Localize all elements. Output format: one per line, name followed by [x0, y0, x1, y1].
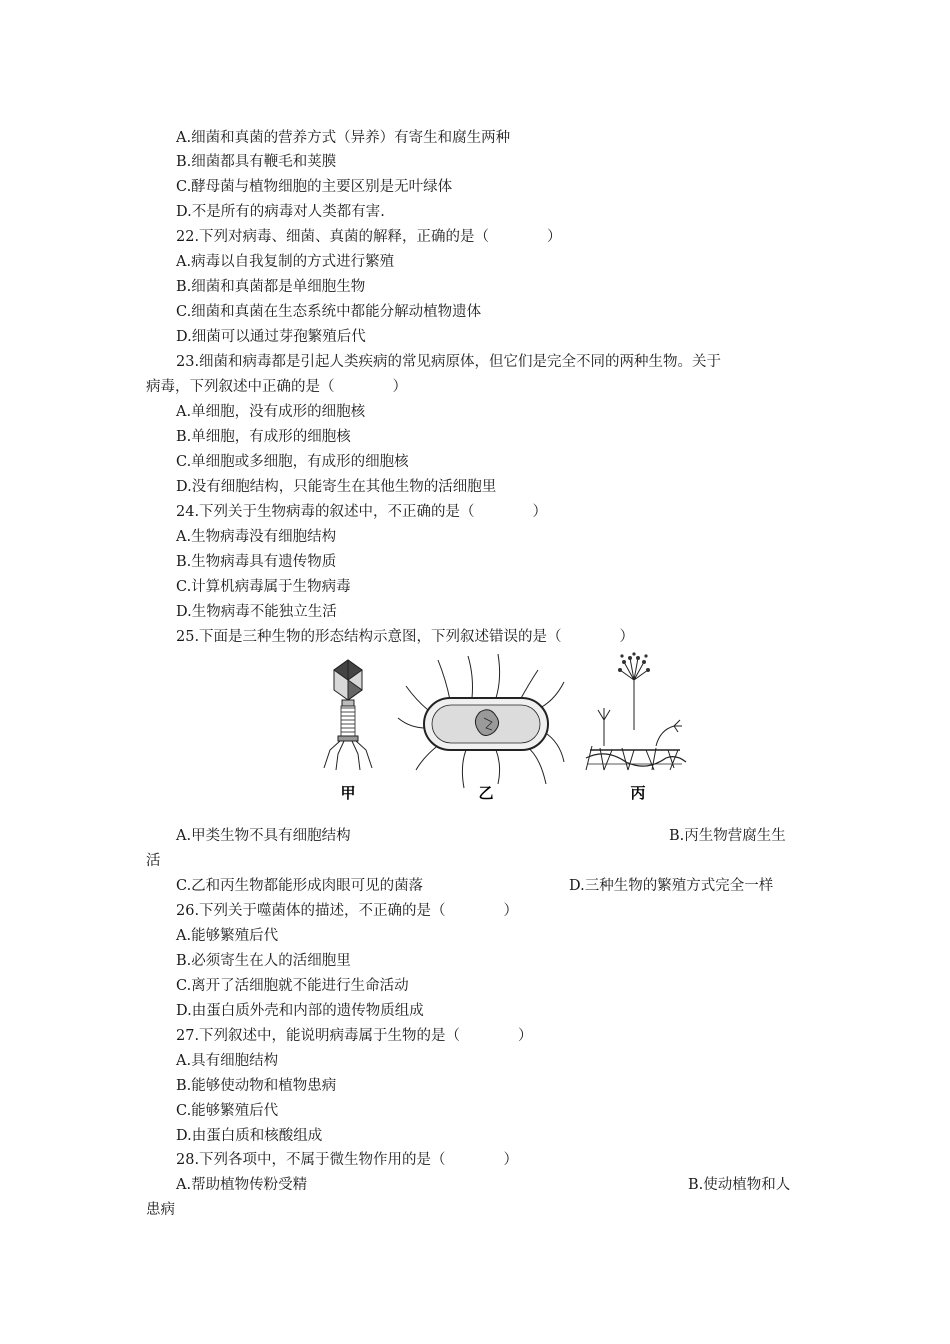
option-line: A.单细胞，没有成形的细胞核 — [176, 404, 366, 420]
figure-label-jia: 甲 — [340, 784, 356, 802]
option-line: B.能够使动物和植物患病 — [176, 1078, 337, 1094]
bacteriophage-drawing — [324, 660, 372, 770]
figure-label-yi: 乙 — [478, 784, 494, 802]
option-line: D.由蛋白质外壳和内部的遗传物质组成 — [176, 1003, 424, 1019]
option-line: C.计算机病毒属于生物病毒 — [176, 579, 351, 595]
option-line: A.细菌和真菌的营养方式（异养）有寄生和腐生两种 — [176, 130, 511, 146]
q25-option-c: C.乙和丙生物都能形成肉眼可见的菌落 — [176, 878, 424, 894]
option-line: D.由蛋白质和核酸组成 — [176, 1128, 323, 1144]
option-line: B.生物病毒具有遗传物质 — [176, 554, 337, 570]
q25-option-d: D.三种生物的繁殖方式完全一样 — [569, 878, 774, 894]
bacterium-drawing — [398, 654, 564, 788]
option-line: D.没有细胞结构，只能寄生在其他生物的活细胞里 — [176, 479, 497, 495]
question-27: 27.下列叙述中，能说明病毒属于生物的是（ ） — [176, 1028, 533, 1044]
option-line: A.病毒以自我复制的方式进行繁殖 — [176, 254, 395, 270]
option-line: A.生物病毒没有细胞结构 — [176, 529, 337, 545]
option-line: A.能够繁殖后代 — [176, 928, 279, 944]
q25-option-b-continued: 活 — [146, 853, 161, 869]
option-line: B.单细胞，有成形的细胞核 — [176, 429, 351, 445]
option-line: B.细菌都具有鞭毛和荚膜 — [176, 154, 337, 170]
q28-option-b: B.使动植物和人 — [688, 1177, 791, 1193]
option-line: C.酵母菌与植物细胞的主要区别是无叶绿体 — [176, 179, 453, 195]
option-line: C.离开了活细胞就不能进行生命活动 — [176, 978, 409, 994]
q25-option-a: A.甲类生物不具有细胞结构 — [176, 828, 351, 844]
option-line: B.细菌和真菌都是单细胞生物 — [176, 279, 366, 295]
question-26: 26.下列关于噬菌体的描述，不正确的是（ ） — [176, 903, 519, 919]
option-line: D.不是所有的病毒对人类都有害. — [176, 204, 385, 220]
question-28: 28.下列各项中，不属于微生物作用的是（ ） — [176, 1152, 519, 1168]
q28-option-a: A.帮助植物传粉受精 — [176, 1177, 308, 1193]
question-22: 22.下列对病毒、细菌、真菌的解释，正确的是（ ） — [176, 229, 562, 245]
option-line: D.细菌可以通过芽孢繁殖后代 — [176, 329, 366, 345]
question-24: 24.下列关于生物病毒的叙述中，不正确的是（ ） — [176, 504, 548, 520]
option-line: C.单细胞或多细胞，有成形的细胞核 — [176, 454, 409, 470]
figure-label-bing: 丙 — [630, 784, 646, 802]
option-line: C.能够繁殖后代 — [176, 1103, 279, 1119]
option-line: A.具有细胞结构 — [176, 1053, 279, 1069]
question-23-continued: 病毒，下列叙述中正确的是（ ） — [146, 379, 407, 395]
question-23: 23.细菌和病毒都是引起人类疾病的常见病原体，但它们是完全不同的两种生物。关于 — [176, 354, 722, 370]
q25-option-b: B.丙生物营腐生生 — [669, 828, 786, 844]
organism-figure — [300, 650, 700, 810]
question-25: 25.下面是三种生物的形态结构示意图，下列叙述错误的是（ ） — [176, 629, 635, 645]
q28-option-b-continued: 患病 — [146, 1202, 175, 1218]
option-line: C.细菌和真菌在生态系统中都能分解动植物遗体 — [176, 304, 482, 320]
mold-drawing — [586, 652, 686, 770]
option-line: D.生物病毒不能独立生活 — [176, 604, 337, 620]
organism-illustration — [300, 650, 700, 810]
option-line: B.必须寄生在人的活细胞里 — [176, 953, 351, 969]
